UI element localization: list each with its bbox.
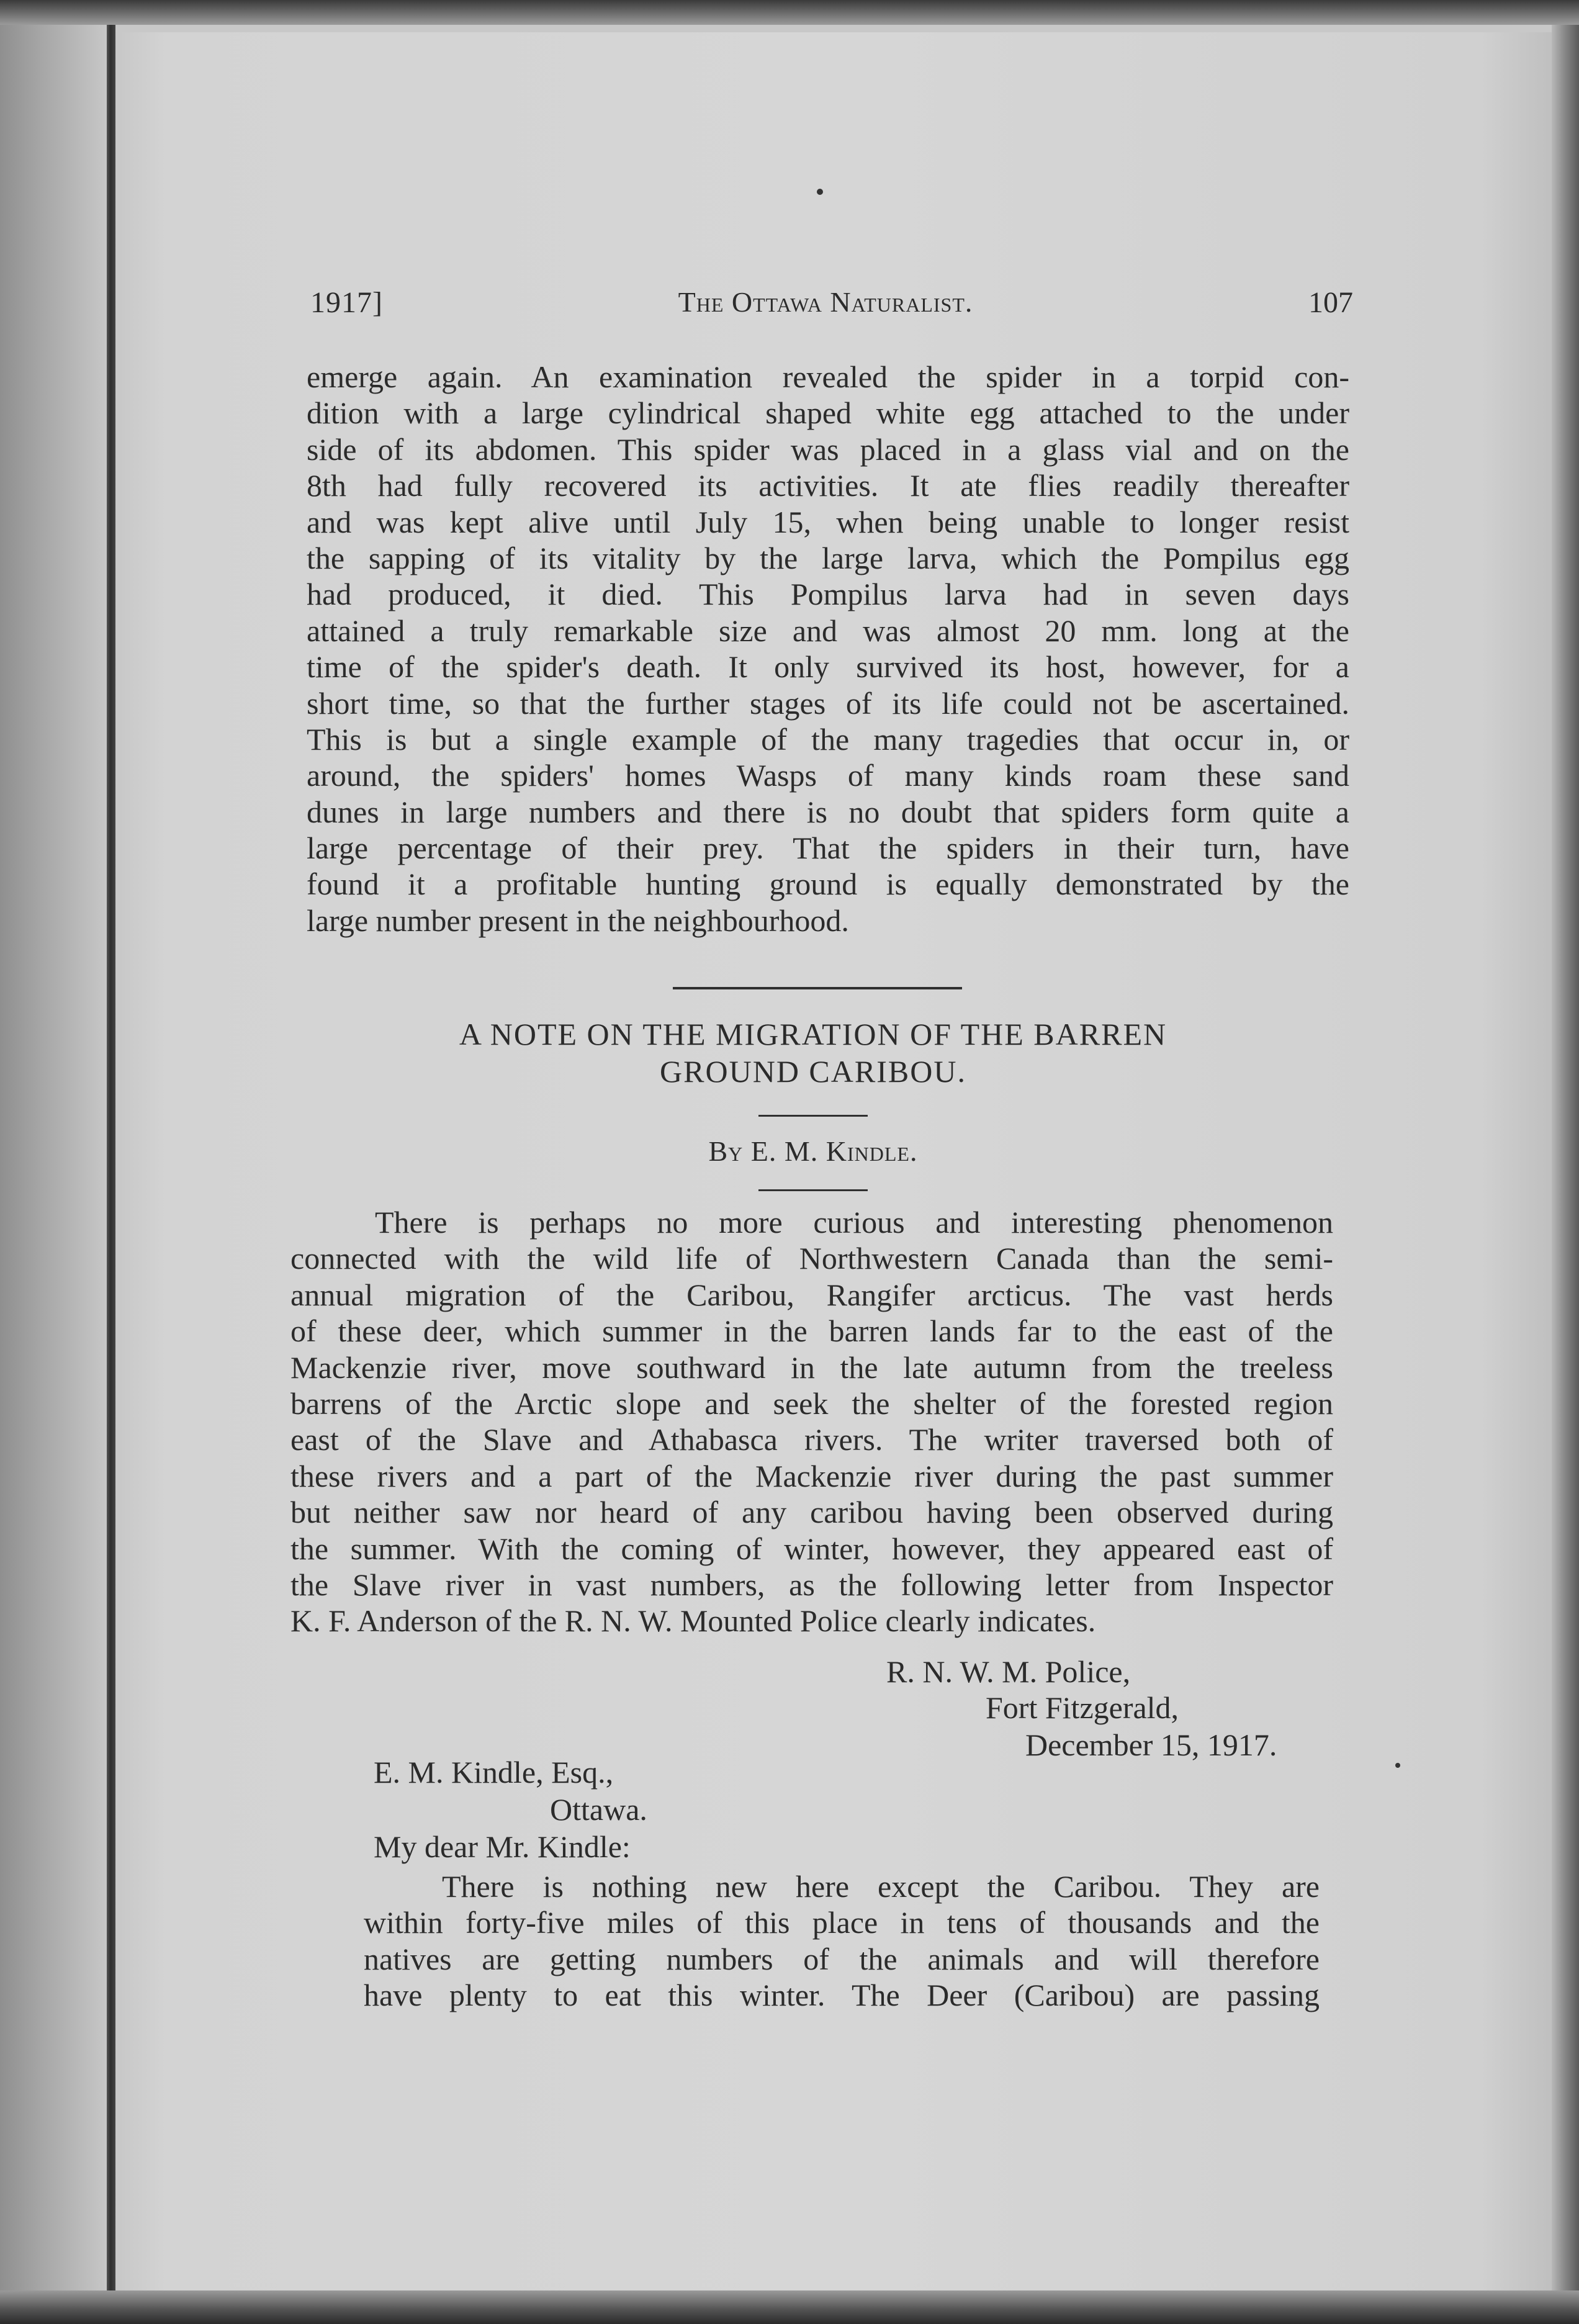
text-line: within forty-five miles of this place in tens of thousands and the (364, 1905, 1320, 1940)
article-title-line: A NOTE ON THE MIGRATION OF THE BARREN (459, 1017, 1167, 1052)
text-line: large number present in the neighbourhood. (307, 903, 849, 938)
continued-paragraph (307, 359, 1349, 939)
article-title-line: GROUND CARIBOU. (660, 1054, 966, 1089)
text-line: east of the Slave and Athabasca rivers. The writer traversed both of (290, 1422, 1333, 1457)
text-line: 8th had fully recovered its activities. It ate flies readily thereafter (307, 468, 1349, 503)
letter-date: December 15, 1917. (1025, 1727, 1277, 1762)
section-divider-rule (673, 987, 962, 989)
text-line: found it a profitable hunting ground is equally demonstrated by the (307, 867, 1349, 902)
text-line: have plenty to eat this winter. The Deer (Caribou) are passing (364, 1978, 1320, 2013)
article-title (348, 1016, 1279, 1090)
text-line: around, the spiders' homes Wasps of many kinds roam these sand (307, 758, 1349, 793)
letter-body (364, 1868, 1320, 2014)
text-line: had produced, it died. This Pompilus larva had in seven days (307, 577, 1349, 612)
running-header (310, 286, 1353, 329)
text-line: dition with a large cylindrical shaped white egg attached to the under (307, 395, 1349, 431)
text-line: attained a truly remarkable size and was almost 20 mm. long at the (307, 613, 1349, 648)
bottom-shadow (0, 2290, 1579, 2324)
ink-speck (817, 189, 823, 195)
text-line: the summer. With the coming of winter, however, they appeared east of (290, 1531, 1333, 1566)
letter-addressee-city: Ottawa. (550, 1792, 647, 1827)
text-line: time of the spider's death. It only survived its host, however, for a (307, 649, 1349, 685)
text-line: There is nothing new here except the Caribou. They are (442, 1869, 1320, 1904)
top-shadow (0, 0, 1579, 25)
text-line: There is perhaps no more curious and interesting phenomenon (375, 1205, 1333, 1240)
text-line: the Slave river in vast numbers, as the following letter from Inspector (290, 1567, 1333, 1602)
text-line: these rivers and a part of the Mackenzie river during the past summer (290, 1458, 1333, 1493)
text-line: the sapping of its vitality by the large larva, which the Pompilus egg (307, 540, 1349, 575)
article-byline: By E. M. Kindle. (708, 1135, 918, 1167)
text-line: K. F. Anderson of the R. N. W. Mounted Police clearly indicates. (290, 1603, 1096, 1639)
text-line: barrens of the Arctic slope and seek the shelter of the forested region (290, 1385, 1333, 1421)
text-line: and was kept alive until July 15, when being unable to longer resist (307, 504, 1349, 539)
header-page-number: 107 (1308, 286, 1353, 319)
letter-sender-line: Fort Fitzgerald, (986, 1690, 1179, 1725)
article-intro-paragraph (290, 1204, 1333, 1639)
letter-addressee-name: E. M. Kindle, Esq., (374, 1755, 614, 1790)
text-line: connected with the wild life of Northwestern Canada than the semi- (290, 1241, 1333, 1276)
page-edge (1552, 25, 1579, 2297)
book-spine (107, 25, 115, 2297)
header-year: 1917] (310, 286, 383, 319)
title-rule (758, 1115, 868, 1117)
ink-speck (1395, 1763, 1400, 1768)
text-line: annual migration of the Caribou, Rangifer arcticus. The vast herds (290, 1277, 1333, 1312)
header-journal-title: The Ottawa Naturalist. (678, 286, 973, 318)
letter-sender-line: R. N. W. M. Police, (886, 1654, 1131, 1689)
text-line: natives are getting numbers of the animals and will therefore (364, 1941, 1320, 1976)
text-line: Mackenzie river, move southward in the late autumn from the treeless (290, 1349, 1333, 1385)
text-line: dunes in large numbers and there is no doubt that spiders form quite a (307, 794, 1349, 829)
text-line: of these deer, which summer in the barren lands far to the east of the (290, 1313, 1333, 1349)
text-line: short time, so that the further stages of its life could not be ascertained. (307, 685, 1349, 721)
text-line: emerge again. An examination revealed the spider in a torpid con- (307, 359, 1349, 394)
text-line: but neither saw nor heard of any caribou having been observed during (290, 1495, 1333, 1530)
text-line: This is but a single example of the many tragedies that occur in, or (307, 721, 1349, 757)
text-line: side of its abdomen. This spider was placed in a glass vial and on the (307, 431, 1349, 467)
byline-rule (758, 1189, 868, 1191)
text-line: large percentage of their prey. That the spiders in their turn, have (307, 831, 1349, 866)
letter-salutation: My dear Mr. Kindle: (374, 1829, 631, 1864)
